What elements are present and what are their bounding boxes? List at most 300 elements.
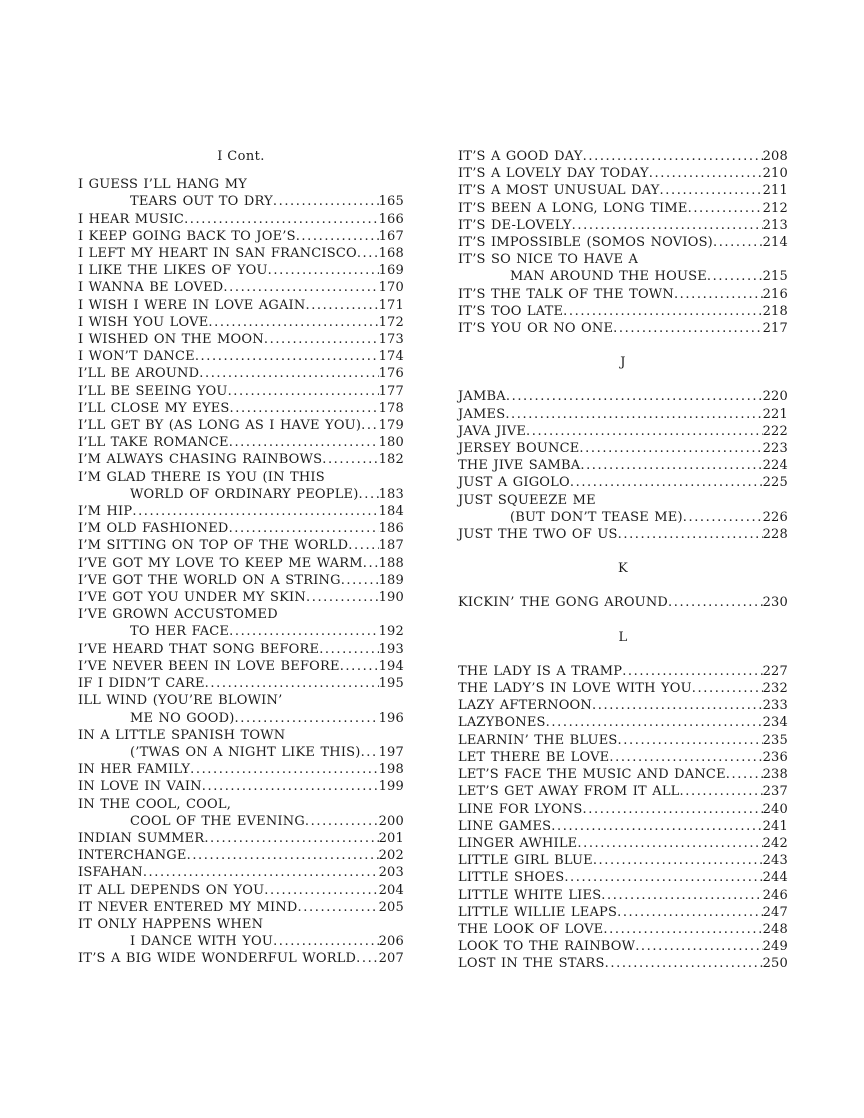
song-title: IT’S A LOVELY DAY TODAY [458,166,649,182]
song-title: I WISHED ON THE MOON [78,332,264,348]
index-entry [458,457,788,474]
index-entry [78,520,404,537]
index-entry [78,555,404,572]
dot-leader [592,697,763,714]
index-entry [458,697,788,714]
index-entry [78,675,404,692]
page-number: 197 [378,744,404,760]
index-entry [458,594,788,611]
song-title: I’M OLD FASHIONED [78,521,229,537]
page-number: 200 [378,813,404,829]
index-entry [458,268,788,285]
page-number: 222 [762,423,788,439]
song-title: I’M GLAD THERE IS YOU (IN THIS [78,469,325,485]
index-entry [458,509,788,526]
index-entry [458,714,788,731]
song-title: IN HER FAMILY [78,762,191,778]
song-title: LINGER AWHILE [458,835,578,851]
song-title: INTERCHANGE [78,848,187,864]
index-entry [78,761,404,778]
dot-leader [361,744,379,761]
page-number: 189 [378,572,404,588]
song-title: LITTLE SHOES [458,870,565,886]
index-entry [78,503,404,520]
dot-leader [570,474,763,491]
index-entry [78,451,404,468]
index-entry [458,921,788,938]
page-number: 235 [762,732,788,748]
page-number: 243 [762,853,788,869]
page-number: 192 [378,624,404,640]
dot-leader [229,623,378,640]
page-number: 210 [762,166,788,182]
page-number: 241 [762,818,788,834]
index-section [78,148,404,968]
dot-leader [319,641,378,658]
index-entry [458,852,788,869]
page-number: 228 [762,527,788,543]
page-number: 221 [762,406,788,422]
page-number: 203 [378,865,404,881]
dot-leader [322,451,378,468]
index-entry [458,904,788,921]
dot-leader [359,486,379,503]
song-title: LITTLE GIRL BLUE [458,853,593,869]
song-title: I WISH YOU LOVE [78,314,209,330]
dot-leader [341,572,379,589]
page-number: 170 [378,280,404,296]
index-entry [78,486,404,503]
index-entry [458,234,788,251]
page-number: 206 [378,934,404,950]
dot-leader [593,852,763,869]
index-entry [78,778,404,795]
index-entry [458,680,788,697]
dot-leader [264,882,378,899]
dot-leader [618,732,763,749]
song-title: LOST IN THE STARS [458,956,605,972]
dot-leader [660,182,763,199]
page-number: 184 [378,504,404,520]
section-header: I Cont. [217,149,265,164]
page-number: 205 [378,899,404,915]
song-title-continuation: WORLD OF ORDINARY PEOPLE) [130,486,359,502]
dot-leader [668,594,763,611]
index-column-right [458,148,788,973]
song-title: LINE FOR LYONS [458,801,583,817]
dot-leader [273,933,379,950]
dot-leader [649,165,763,182]
page-number: 224 [762,458,788,474]
index-entry-title-line [78,176,404,193]
song-title: I GUESS I’LL HANG MY [78,177,247,193]
song-title: I’LL BE SEEING YOU [78,383,228,399]
song-title: INDIAN SUMMER [78,830,205,846]
song-title: IN LOVE IN VAIN [78,779,202,795]
index-entry [458,783,788,800]
song-title: THE LADY IS A TRAMP [458,663,623,679]
page-number: 236 [762,749,788,765]
song-title: IT’S SO NICE TO HAVE A [458,252,639,268]
index-entry [78,537,404,554]
dot-leader [296,228,379,245]
song-title: IT NEVER ENTERED MY MIND [78,899,298,915]
index-entry [78,899,404,916]
page-number: 212 [762,200,788,216]
page-number: 238 [762,767,788,783]
song-title: I’VE NEVER BEEN IN LOVE BEFORE [78,658,340,674]
page-number: 232 [762,681,788,697]
index-entry [458,406,788,423]
page-number: 214 [762,235,788,251]
page-number: 196 [378,710,404,726]
dot-leader [506,388,763,405]
song-title-continuation: (’TWAS ON A NIGHT LIKE THIS) [130,744,361,760]
index-entry [78,933,404,950]
song-title: LITTLE WHITE LIES [458,887,602,903]
page-number: 246 [762,887,788,903]
index-entry [458,165,788,182]
song-title: THE JIVE SAMBA [458,458,581,474]
dot-leader [526,423,763,440]
page-number: 178 [378,400,404,416]
song-title: JERSEY BOUNCE [458,441,580,457]
page-number: 234 [762,715,788,731]
index-entry [458,955,788,972]
dot-leader [692,680,763,697]
index-entry [458,732,788,749]
page-number: 240 [762,801,788,817]
song-title: IT ALL DEPENDS ON YOU [78,882,265,898]
dot-leader [340,658,379,675]
dot-leader [713,234,763,251]
page-number: 176 [378,366,404,382]
index-entry [458,440,788,457]
dot-leader [617,904,762,921]
song-title: JAVA JIVE [458,423,527,439]
index-section [458,148,788,337]
page-number: 208 [762,149,788,164]
dot-leader [577,835,762,852]
page-number: 171 [378,297,404,313]
song-title: I WANNA BE LOVED [78,280,224,296]
page-number: 230 [762,595,788,611]
song-title: IT’S A BIG WIDE WONDERFUL WORLD [78,951,357,967]
index-entry [78,262,404,279]
section-header: K [617,561,629,577]
index-entry [78,847,404,864]
song-title: I’VE HEARD THAT SONG BEFORE [78,641,320,657]
dot-leader [551,818,762,835]
song-title: JUST SQUEEZE ME [458,492,596,508]
song-title: I WISH I WERE IN LOVE AGAIN [78,297,306,313]
index-entry [458,818,788,835]
page-number: 172 [378,314,404,330]
page-number: 194 [378,658,404,674]
song-title: IT’S YOU OR NO ONE [458,321,614,337]
index-entry [458,887,788,904]
dot-leader [564,869,762,886]
dot-leader [357,245,379,262]
index-entry [78,365,404,382]
dot-leader [613,320,762,337]
song-title: I’LL GET BY (AS LONG AS I HAVE YOU) [78,418,362,434]
song-title: IT’S THE TALK OF THE TOWN [458,286,674,302]
song-title-continuation: ME NO GOOD) [130,710,235,726]
dot-leader [204,830,378,847]
song-title: LEARNIN’ THE BLUES [458,732,618,748]
song-title: JUST THE TWO OF US [458,527,618,543]
dot-leader [208,314,378,331]
index-entry [78,383,404,400]
page-number: 193 [378,641,404,657]
index-entry [78,864,404,881]
index-entry [458,423,788,440]
song-title: I’LL CLOSE MY EYES [78,400,230,416]
dot-leader [609,749,762,766]
song-title: I LEFT MY HEART IN SAN FRANCISCO [78,246,357,262]
index-entry [78,744,404,761]
index-entry-title-line [78,692,404,709]
dot-leader [563,303,762,320]
song-title: IT’S A GOOD DAY [458,149,583,164]
dot-leader [195,348,379,365]
page-number: 204 [378,882,404,898]
song-title: I’M SITTING ON TOP OF THE WORLD [78,538,349,554]
index-entry [78,658,404,675]
song-title-continuation: I DANCE WITH YOU [130,934,274,950]
page-number: 186 [378,521,404,537]
dot-leader [348,537,378,554]
index-entry [78,623,404,640]
page-number: 173 [378,332,404,348]
dot-leader [674,286,763,303]
page-number: 168 [378,246,404,262]
index-entry [78,400,404,417]
song-title: IT ONLY HAPPENS WHEN [78,916,264,932]
song-title: LINE GAMES [458,818,552,834]
page-number: 244 [762,870,788,886]
song-title: I’VE GOT THE WORLD ON A STRING [78,572,341,588]
dot-leader [298,899,379,916]
song-title: I KEEP GOING BACK TO JOE’S [78,228,296,244]
index-entry [78,589,404,606]
song-title: I’VE GOT YOU UNDER MY SKIN [78,590,306,606]
song-title: I’VE GROWN ACCUSTOMED [78,607,278,623]
page-number: 188 [378,555,404,571]
page-number: 215 [762,269,788,285]
page-number: 233 [762,698,788,714]
song-title: LET’S GET AWAY FROM IT ALL [458,784,680,800]
index-entry [458,286,788,303]
song-title: JAMBA [458,389,506,405]
song-title: ISFAHAN [78,865,143,881]
page-number: 248 [762,921,788,937]
index-entry [458,835,788,852]
section-header: L [618,629,628,645]
page-number: 220 [762,389,788,405]
index-entry [78,710,404,727]
dot-leader [505,406,762,423]
index-section [458,354,788,543]
page-number: 198 [378,762,404,778]
song-title: LET THERE BE LOVE [458,749,610,765]
song-title-continuation: COOL OF THE EVENING [130,813,305,829]
dot-leader [187,847,379,864]
dot-leader [680,783,763,800]
index-entry [78,417,404,434]
page-number: 177 [378,383,404,399]
index-section [458,560,788,611]
section-header: J [620,355,626,371]
song-title: IT’S IMPOSSIBLE (SOMOS NOVIOS) [458,235,713,251]
song-title-continuation: MAN AROUND THE HOUSE [510,269,707,285]
index-entry [78,331,404,348]
song-title: I’VE GOT MY LOVE TO KEEP ME WARM [78,555,363,571]
page-number: 183 [378,486,404,502]
index-entry-title-line [78,796,404,813]
song-title: THE LOOK OF LOVE [458,921,604,937]
page-number: 169 [378,263,404,279]
index-entry [78,314,404,331]
dot-leader [580,457,762,474]
index-entry [458,526,788,543]
page-number: 225 [762,475,788,491]
page-number: 237 [762,784,788,800]
page-number: 217 [762,321,788,337]
dot-leader [726,766,763,783]
dot-leader [546,714,763,731]
dot-leader [264,331,379,348]
dot-leader [601,887,762,904]
dot-leader [356,950,378,967]
song-title: IT’S DE-LOVELY [458,217,572,233]
index-entry [458,474,788,491]
index-entry [78,830,404,847]
song-title: IT’S A MOST UNUSUAL DAY [458,183,660,199]
dot-leader [132,503,378,520]
song-title: I’M ALWAYS CHASING RAINBOWS [78,452,323,468]
page-number: 199 [378,779,404,795]
index-entry [78,297,404,314]
dot-leader [199,365,378,382]
dot-leader [205,675,379,692]
page-number: 202 [378,848,404,864]
index-entry [78,950,404,967]
index-entry-title-line [458,251,788,268]
page-number: 167 [378,228,404,244]
dot-leader [579,440,762,457]
page-number: 187 [378,538,404,554]
index-section [458,629,788,973]
song-title: ILL WIND (YOU’RE BLOWIN’ [78,693,283,709]
page-number: 250 [762,956,788,972]
index-entry-title-line [78,727,404,744]
dot-leader [230,400,379,417]
song-title-continuation: TO HER FACE [130,624,230,640]
page-number: 190 [378,590,404,606]
song-title: I HEAR MUSIC [78,211,185,227]
dot-leader [202,778,379,795]
index-entry [78,279,404,296]
song-title: KICKIN’ THE GONG AROUND [458,595,669,611]
dot-leader [605,955,763,972]
dot-leader [184,211,379,228]
dot-leader [583,148,763,165]
page-number: 242 [762,835,788,851]
index-entry [458,303,788,320]
dot-leader [268,262,379,279]
dot-leader [622,663,762,680]
dot-leader [583,801,763,818]
page-number: 211 [762,183,788,199]
page-number: 227 [762,663,788,679]
page-number: 201 [378,830,404,846]
song-title: LAZYBONES [458,715,546,731]
dot-leader [228,383,379,400]
song-title: I’M HIP [78,504,133,520]
index-column-left [78,148,404,973]
index-entry [458,801,788,818]
song-title: JAMES [458,406,506,422]
dot-leader [603,921,762,938]
index-entry [458,217,788,234]
index-entry [458,388,788,405]
song-title: I’LL BE AROUND [78,366,200,382]
song-title: I’LL TAKE ROMANCE [78,435,229,451]
index-entry-title-line [78,469,404,486]
index-entry [78,882,404,899]
dot-leader [618,526,763,543]
page-number: 247 [762,904,788,920]
song-title: LOOK TO THE RAINBOW [458,939,636,955]
dot-leader [305,813,379,830]
page-number: 216 [762,286,788,302]
index-entry [78,572,404,589]
dot-leader [229,520,379,537]
index-entry [78,211,404,228]
dot-leader [635,938,762,955]
index-entry [78,348,404,365]
song-title: I WON’T DANCE [78,349,195,365]
page-number: 165 [378,194,404,210]
page-number: 226 [762,509,788,525]
index-entry-title-line [78,606,404,623]
dot-leader [229,434,379,451]
index-entry [78,245,404,262]
song-title: LAZY AFTERNOON [458,698,592,714]
index-entry-title-line [458,492,788,509]
dot-leader [361,417,378,434]
index-entry [458,148,788,165]
dot-leader [235,710,379,727]
song-title: IT’S BEEN A LONG, LONG TIME [458,200,688,216]
dot-leader [707,268,763,285]
song-title: JUST A GIGOLO [458,475,570,491]
page-number: 180 [378,435,404,451]
song-title: I LIKE THE LIKES OF YOU [78,263,268,279]
dot-leader [305,297,378,314]
song-title: THE LADY’S IN LOVE WITH YOU [458,681,692,697]
dot-leader [273,193,379,210]
index-entry [78,228,404,245]
index-entry [458,938,788,955]
page-number: 249 [762,939,788,955]
index-entry [458,869,788,886]
index-entry [78,193,404,210]
index-entry [78,641,404,658]
index-entry [458,663,788,680]
